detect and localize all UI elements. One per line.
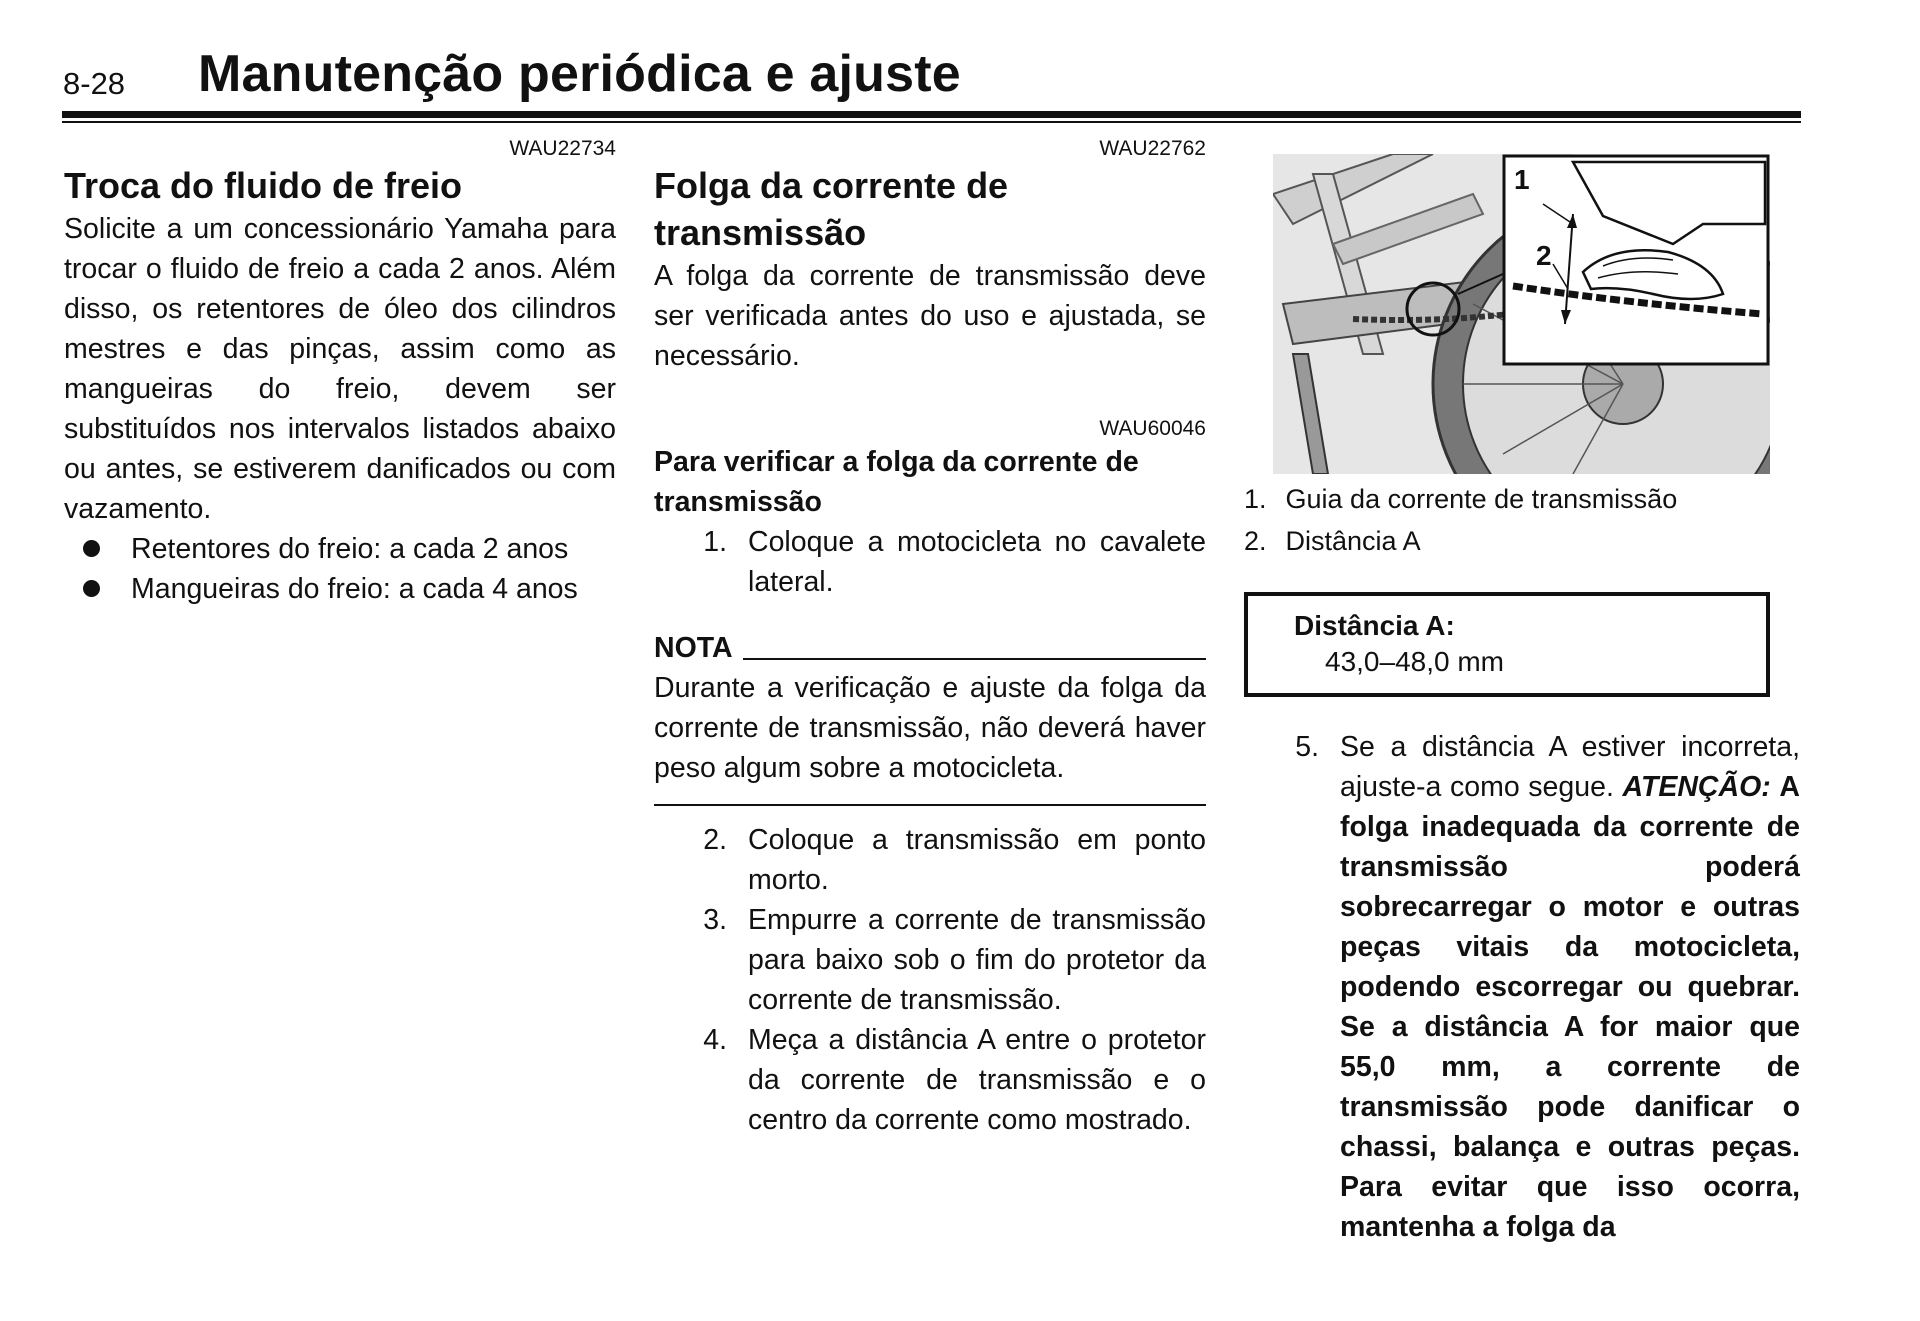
section-paragraph: Solicite a um concessionário Yamaha para trocar o fluido de freio a cada 2 anos. Além disso, os retentores de óleo dos cilindros mestres e das pinças, assim como as mangueiras do freio, devem ser substituídos nos intervalos listados abaixo ou antes, se estiverem danificados ou com vazamento. bbox=[64, 213, 616, 525]
step-number: 4. bbox=[703, 1024, 727, 1056]
step-list bbox=[654, 522, 1206, 602]
note-text: Durante a verificação e ajuste da folga da corrente de transmissão, não deverá haver peso algum sobre a motocicleta. bbox=[654, 672, 1206, 784]
note-label: NOTA bbox=[654, 632, 733, 664]
list-item bbox=[64, 529, 616, 569]
section-heading: Folga da corrente de transmissão bbox=[654, 165, 1009, 253]
list-item-text: Retentores do freio: a cada 2 anos bbox=[131, 533, 569, 565]
chain-illustration bbox=[1273, 154, 1770, 474]
page-title: Manutenção periódica e ajuste bbox=[198, 45, 961, 103]
step-text: Se a distância A estiver incorreta, ajuste-a como segue. bbox=[1340, 731, 1800, 803]
caption-number: 1. bbox=[1244, 484, 1267, 514]
caption-text: Guia da corrente de transmissão bbox=[1285, 484, 1678, 514]
column-brake-fluid bbox=[64, 136, 616, 609]
step-number: 1. bbox=[703, 526, 727, 558]
note-end-rule bbox=[654, 804, 1206, 806]
column-figure bbox=[1244, 136, 1800, 1247]
attention-text: A folga inadequada da corrente de transmissão poderá sobrecarregar o motor e outras peças vitais da motocicleta, podendo escorregar ou quebrar. Se a distância A for maior que 55,0 mm, a corrente de transmissão pode danificar o chassi, balança e outras peças. Para evitar que isso ocorra, mantenha a folga da bbox=[1340, 771, 1801, 1243]
section-paragraph: A folga da corrente de transmissão deve ser verificada antes do uso e ajustada, se necessário. bbox=[654, 260, 1206, 372]
header-rule-thin bbox=[62, 121, 1801, 123]
step-item bbox=[654, 1020, 1206, 1140]
step-text: Coloque a motocicleta no cavalete lateral. bbox=[748, 526, 1206, 598]
list-item-text: Mangueiras do freio: a cada 4 anos bbox=[131, 573, 578, 605]
section-code: WAU22734 bbox=[509, 137, 616, 160]
figure-label-1: 1 bbox=[1514, 164, 1530, 195]
chain-illustration-svg bbox=[1273, 154, 1770, 474]
step-text: Coloque a transmissão em ponto morto. bbox=[748, 824, 1206, 896]
section-code: WAU22762 bbox=[1099, 137, 1206, 160]
bullet-icon bbox=[83, 540, 100, 557]
page-number: 8-28 bbox=[63, 66, 126, 101]
caption-text: Distância A bbox=[1285, 526, 1421, 556]
step-text: Empurre a corrente de transmissão para baixo sob o fim do protetor da corrente de transmissão. bbox=[748, 904, 1206, 1016]
step-number: 2. bbox=[703, 824, 727, 856]
section-heading: Troca do fluido de freio bbox=[64, 165, 463, 206]
spec-box bbox=[1244, 592, 1770, 697]
spec-value: 43,0–48,0 mm bbox=[1325, 646, 1504, 677]
figure-label-2: 2 bbox=[1536, 240, 1552, 271]
column-chain-slack bbox=[654, 136, 1206, 1140]
step-number: 5. bbox=[1295, 731, 1319, 763]
note-header bbox=[654, 628, 1206, 668]
step-list bbox=[654, 820, 1206, 1140]
subsection-heading: Para verificar a folga da corrente de transmissão bbox=[654, 446, 1139, 518]
step-item bbox=[654, 522, 1206, 602]
bullet-list bbox=[64, 529, 616, 609]
step-item bbox=[654, 820, 1206, 900]
step-item bbox=[1244, 727, 1800, 1247]
bullet-icon bbox=[83, 580, 100, 597]
step-text-block bbox=[1340, 727, 1800, 1247]
attention-label: ATENÇÃO: bbox=[1622, 771, 1771, 803]
caption-item bbox=[1244, 520, 1800, 562]
caption-item bbox=[1244, 478, 1800, 520]
list-item bbox=[64, 569, 616, 609]
note-rule bbox=[743, 658, 1206, 660]
step-item bbox=[654, 900, 1206, 1020]
figure-captions bbox=[1244, 478, 1800, 562]
caption-number: 2. bbox=[1244, 526, 1267, 556]
step-text: Meça a distância A entre o protetor da corrente de transmissão e o centro da corrente como mostrado. bbox=[748, 1024, 1206, 1136]
spec-label: Distância A: bbox=[1294, 610, 1455, 641]
header-rule-thick bbox=[62, 111, 1801, 118]
step-list bbox=[1244, 727, 1800, 1247]
subsection-code: WAU60046 bbox=[1099, 417, 1206, 440]
step-number: 3. bbox=[703, 904, 727, 936]
